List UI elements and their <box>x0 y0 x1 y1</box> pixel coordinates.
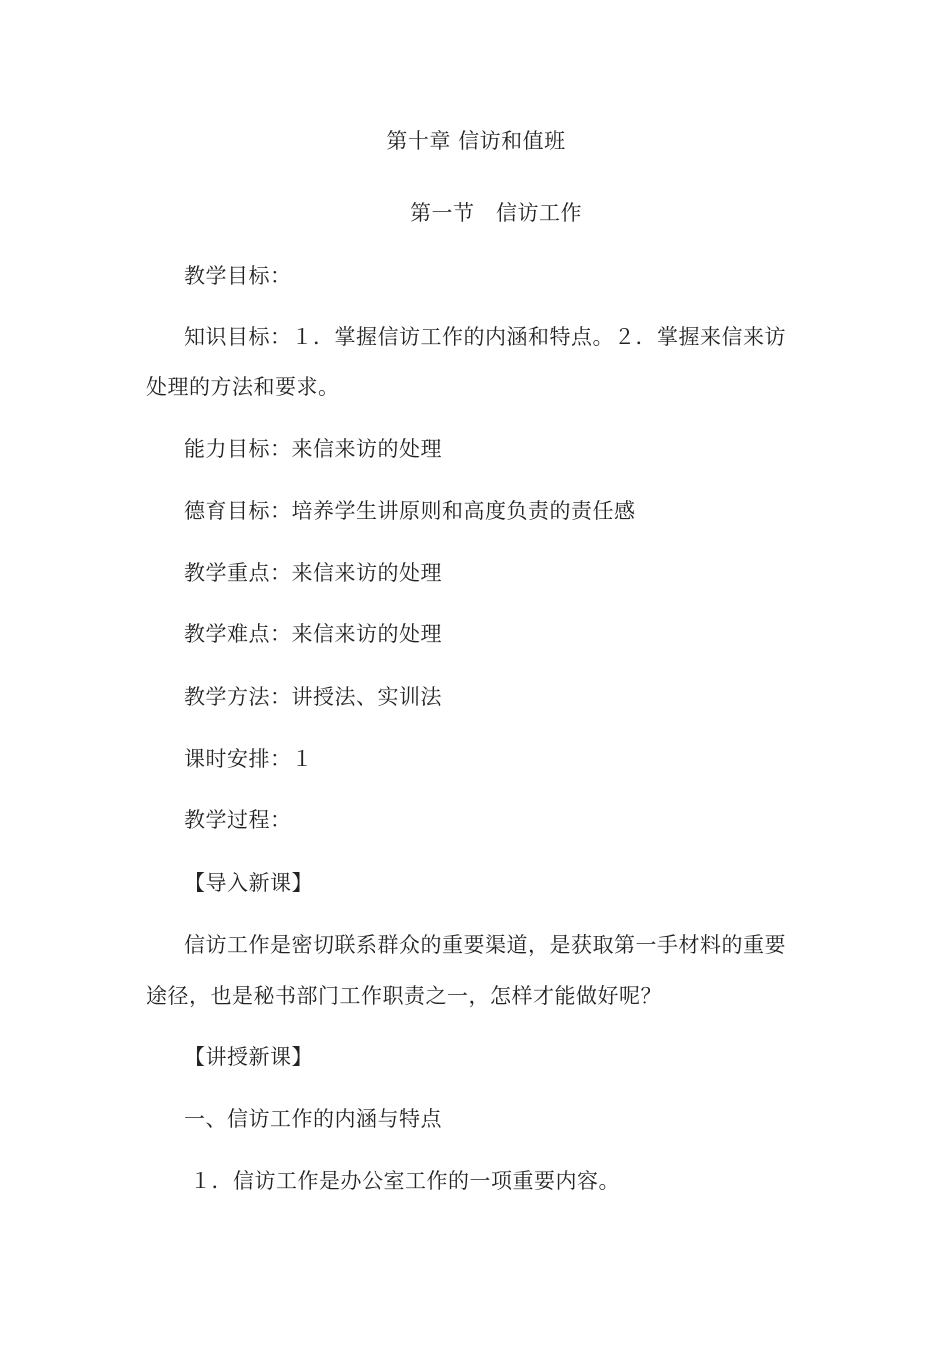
intro-heading: 【导入新课】 <box>184 871 313 895</box>
subheading-1: 一、信访工作的内涵与特点 <box>184 1107 442 1131</box>
teaching-process: 教学过程： <box>184 808 292 832</box>
class-hours: 课时安排：１ <box>184 747 313 771</box>
section-title: 第一节 信访工作 <box>410 201 582 225</box>
key-points: 教学重点：来信来访的处理 <box>184 561 442 585</box>
teaching-goals: 教学目标： <box>184 264 292 288</box>
difficult-points: 教学难点：来信来访的处理 <box>184 622 442 646</box>
knowledge-goal-line1: 知识目标：１．掌握信访工作的内涵和特点。２．掌握来信来访 <box>184 325 786 349</box>
ability-goal: 能力目标：来信来访的处理 <box>184 437 442 461</box>
teaching-methods: 教学方法：讲授法、实训法 <box>184 685 442 709</box>
list-item-1: １．信访工作是办公室工作的一项重要内容。 <box>190 1169 620 1193</box>
knowledge-goal-line2: 处理的方法和要求。 <box>146 375 340 399</box>
moral-goal: 德育目标：培养学生讲原则和高度负责的责任感 <box>184 499 636 523</box>
chapter-title: 第十章 信访和值班 <box>386 129 566 153</box>
intro-paragraph-line2: 途径，也是秘书部门工作职责之一，怎样才能做好呢？ <box>146 984 662 1008</box>
intro-paragraph-line1: 信访工作是密切联系群众的重要渠道，是获取第一手材料的重要 <box>184 933 786 957</box>
new-lesson-heading: 【讲授新课】 <box>184 1045 313 1069</box>
